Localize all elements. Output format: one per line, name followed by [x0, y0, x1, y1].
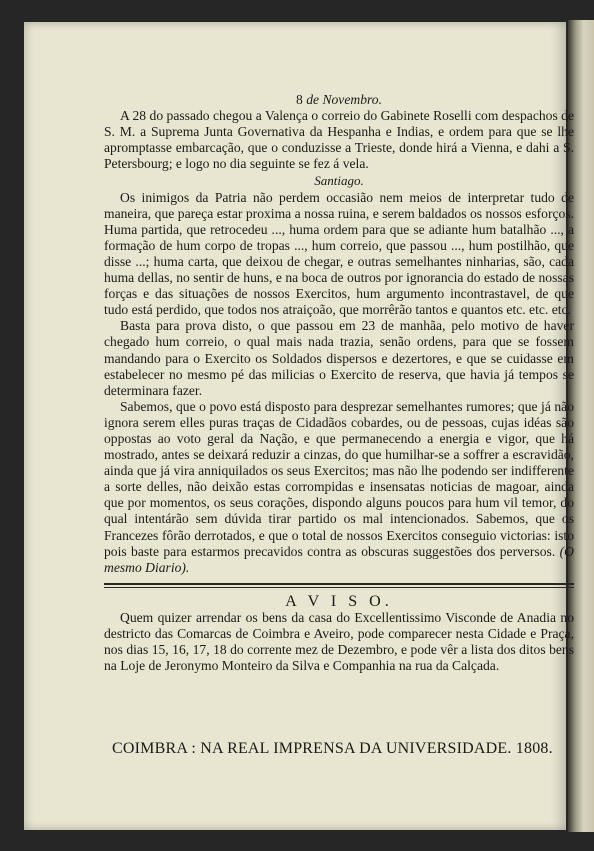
date-heading [104, 92, 574, 108]
source-attribution: (O mesmo Diario). [104, 543, 574, 575]
people-text: Sabemos, que o povo está disposto para desprezar semelhantes rumores; que já não ignora serem elles puras traças de Cidadãos cobardes, ou de pessoas, cujas idéas são oppostas ao voto geral da Nação, e que permanecendo a energia e vigor, que há mostrado, antes se deixará reduzir a cinzas, do que humilhar-se a soffrer a escravidão, ainda que já vira anniquilados os seus Exercitos; mas não lhe podendo ser indifferente a sorte delles, não deixão estas corrompidas e insensatas noticias de magoar, ainda que por momentos, os seus corações, dispondo alguns poucos para hum vil temor, do qual intentárão sem dúvida tirar partido os mal intencionados. Sabemos, que os Francezes fôrão derrotados, e que o total de nossos Exercitos conseguio victorias: isto pois baste para estarmos precavidos contra as obscuras suggestões dos perversos. [104, 398, 574, 559]
section-divider [104, 583, 574, 588]
divider-thick-line [104, 583, 574, 585]
printer-imprint: COIMBRA : NA REAL IMPRENSA DA UNIVERSIDADE. 1808. [112, 740, 553, 757]
date-month: de Novembro. [306, 92, 382, 107]
news-paragraph-proof: Basta para prova disto, o que passou em 23 de manhãa, pelo motivo de haver chegado hum correio, o qual mais nada trazia, senão ordens, para que se fossem mandando para o Exercito os Soldados dispersos e dezertores, e que se cuidasse em estabelecer no mesmo pé das milicias o Exercito de reserva, que havia já tempos se determinara fazer. [104, 318, 574, 398]
newspaper-page [24, 22, 574, 830]
news-paragraph-people [104, 399, 574, 576]
page-body [104, 92, 574, 674]
section-heading-santiago: Santiago. [314, 173, 364, 189]
news-paragraph-valenca: A 28 do passado chegou a Valença o correio do Gabinete Roselli com despachos de S. M. a Suprema Junta Governativa da Hespanha e Indias, e ordem para que se lhe apromptasse embarcação, que o conduzisse a Trieste, donde hirá a Vienna, e dahi a S. Petersbourg; e logo no dia seguinte se fez á vela. [104, 108, 574, 172]
date-number: 8 [296, 92, 303, 107]
notice-title: A V I S O. [285, 592, 393, 610]
divider-thin-line [104, 587, 574, 588]
notice-paragraph: Quem quizer arrendar os bens da casa do Excellentissimo Visconde de Anadia no destricto das Comarcas de Coimbra e Aveiro, pode comparecer nesta Cidade e Praça, nos dias 15, 16, 17, 18 do corrente mez de Dezembro, e pode vêr a lista dos ditos bens na Loje de Jeronymo Monteiro da Silva e Companhia na rua da Calçada. [104, 609, 574, 674]
news-paragraph-rumours: Os inimigos da Patria não perdem occasião nem meios de interpretar tudo de maneira, que pareça estar proxima a nossa ruina, e serem baldados os nossos esforços. Huma partida, que retrocedeu ..., huma ordem para que se adiante hum batalhão ..., a formação de hum corpo de tropas ..., hum correio, que passou ..., hum postilhão, que disse ...; huma carta, que deixou de chegar, e outras semelhantes ninharias, são, cada huma dellas, no sentir de huns, e na boca de outros por ignorancia do estado de nossas forças e das situações de nossos Exercitos, hum argumento incontrastavel, de que tudo está perdido, que todos nos atraiçoão, que morrêrão tantos e quantos etc. etc. etc. [104, 189, 574, 318]
